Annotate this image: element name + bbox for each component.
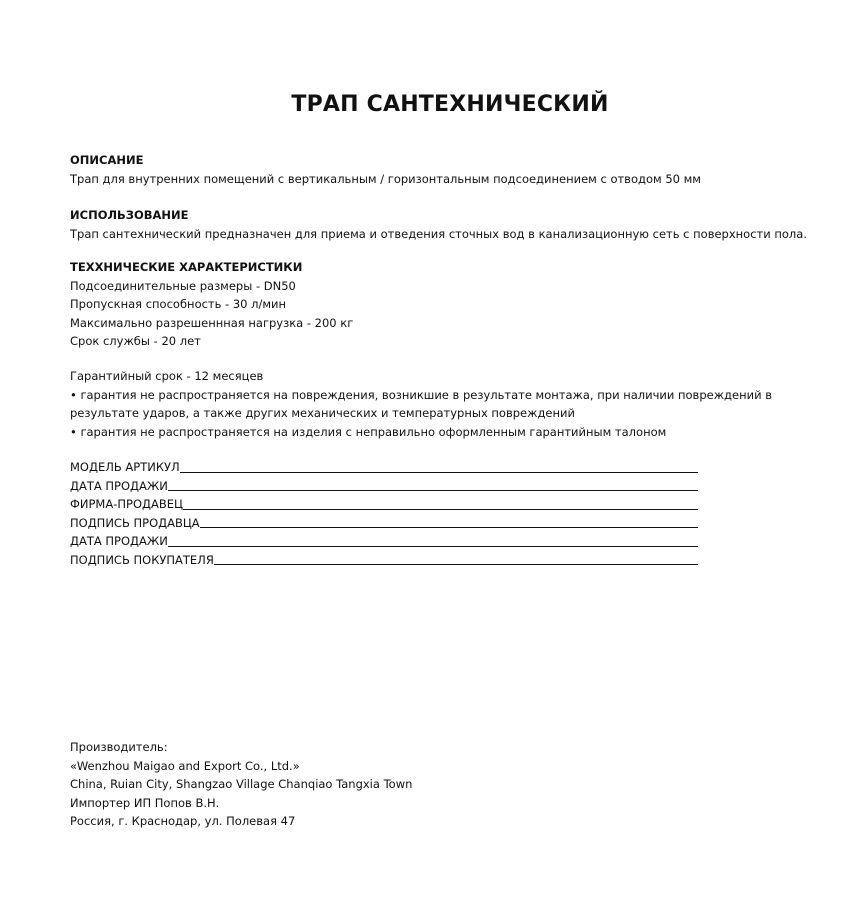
spec-item: Максимально разрешеннная нагрузка - 200 кг — [70, 315, 354, 330]
spec-item: Срок службы - 20 лет — [70, 334, 201, 348]
description-heading: ОПИСАНИЕ — [70, 153, 144, 167]
form-field-sale-date — [70, 477, 698, 496]
warranty-section — [70, 367, 810, 441]
form-field-label: ДАТА ПРОДАЖИ — [70, 478, 168, 493]
manufacturer-section — [70, 738, 830, 831]
manufacturer-label: Производитель: — [70, 740, 168, 754]
form-fill-line — [168, 545, 698, 547]
description-section — [70, 151, 830, 188]
specs-section — [70, 258, 830, 351]
form-field-label: ПОДПИСЬ ПРОДАВЦА — [70, 515, 200, 530]
usage-text: Трап сантехнический предназначен для приема и отведения сточных вод в канализационную сеть с поверхности пола. — [70, 226, 807, 241]
warranty-form — [70, 458, 830, 569]
form-field-seller-signature — [70, 514, 698, 533]
warranty-period: Гарантийный срок - 12 месяцев — [70, 369, 264, 383]
form-field-label: ПОДПИСЬ ПОКУПАТЕЛЯ — [70, 552, 214, 567]
specs-heading: ТЕХХНИЧЕСКИЕ ХАРАКТЕРИСТИКИ — [70, 260, 303, 274]
form-field-buyer-signature — [70, 551, 698, 570]
form-fill-line — [183, 508, 698, 510]
form-field-label: ФИРМА-ПРОДАВЕЦ — [70, 497, 183, 511]
usage-section — [70, 206, 830, 243]
form-field-label: ДАТА ПРОДАЖИ — [70, 534, 168, 548]
form-field-model — [70, 458, 698, 477]
manufacturer-name: «Wenzhou Maigao and Export Co., Ltd.» — [70, 758, 300, 773]
warranty-note: • гарантия не распространяется на изделия с неправильно оформленным гарантийным талоном — [70, 424, 667, 439]
form-field-label: МОДЕЛЬ АРТИКУЛ — [70, 460, 180, 474]
spec-item: Пропускная способность - 30 л/мин — [70, 297, 287, 311]
usage-heading: ИСПОЛЬЗОВАНИЕ — [70, 208, 189, 222]
form-field-sale-date-2 — [70, 532, 698, 551]
description-text: Трап для внутренних помещений с вертикальным / горизонтальным подсоединением с отводом 50 мм — [70, 171, 701, 186]
page-title: ТРАП САНТЕХНИЧЕСКИЙ — [291, 92, 609, 117]
form-fill-line — [168, 489, 698, 491]
form-fill-line — [180, 471, 698, 473]
form-fill-line — [200, 526, 698, 528]
manufacturer-address: China, Ruian City, Shangzao Village Chanqiao Tangxia Town — [70, 777, 413, 791]
warranty-note: • гарантия не распространяется на повреждения, возникшие в результате монтажа, при наличии повреждений в результате ударов, а также других механических и температурных повреждений — [70, 387, 772, 420]
importer-name: Импортер ИП Попов В.Н. — [70, 795, 220, 810]
form-field-seller-company — [70, 495, 698, 514]
form-fill-line — [214, 563, 698, 565]
importer-address: Россия, г. Краснодар, ул. Полевая 47 — [70, 814, 296, 828]
spec-item: Подсоединительные размеры - DN50 — [70, 278, 296, 293]
